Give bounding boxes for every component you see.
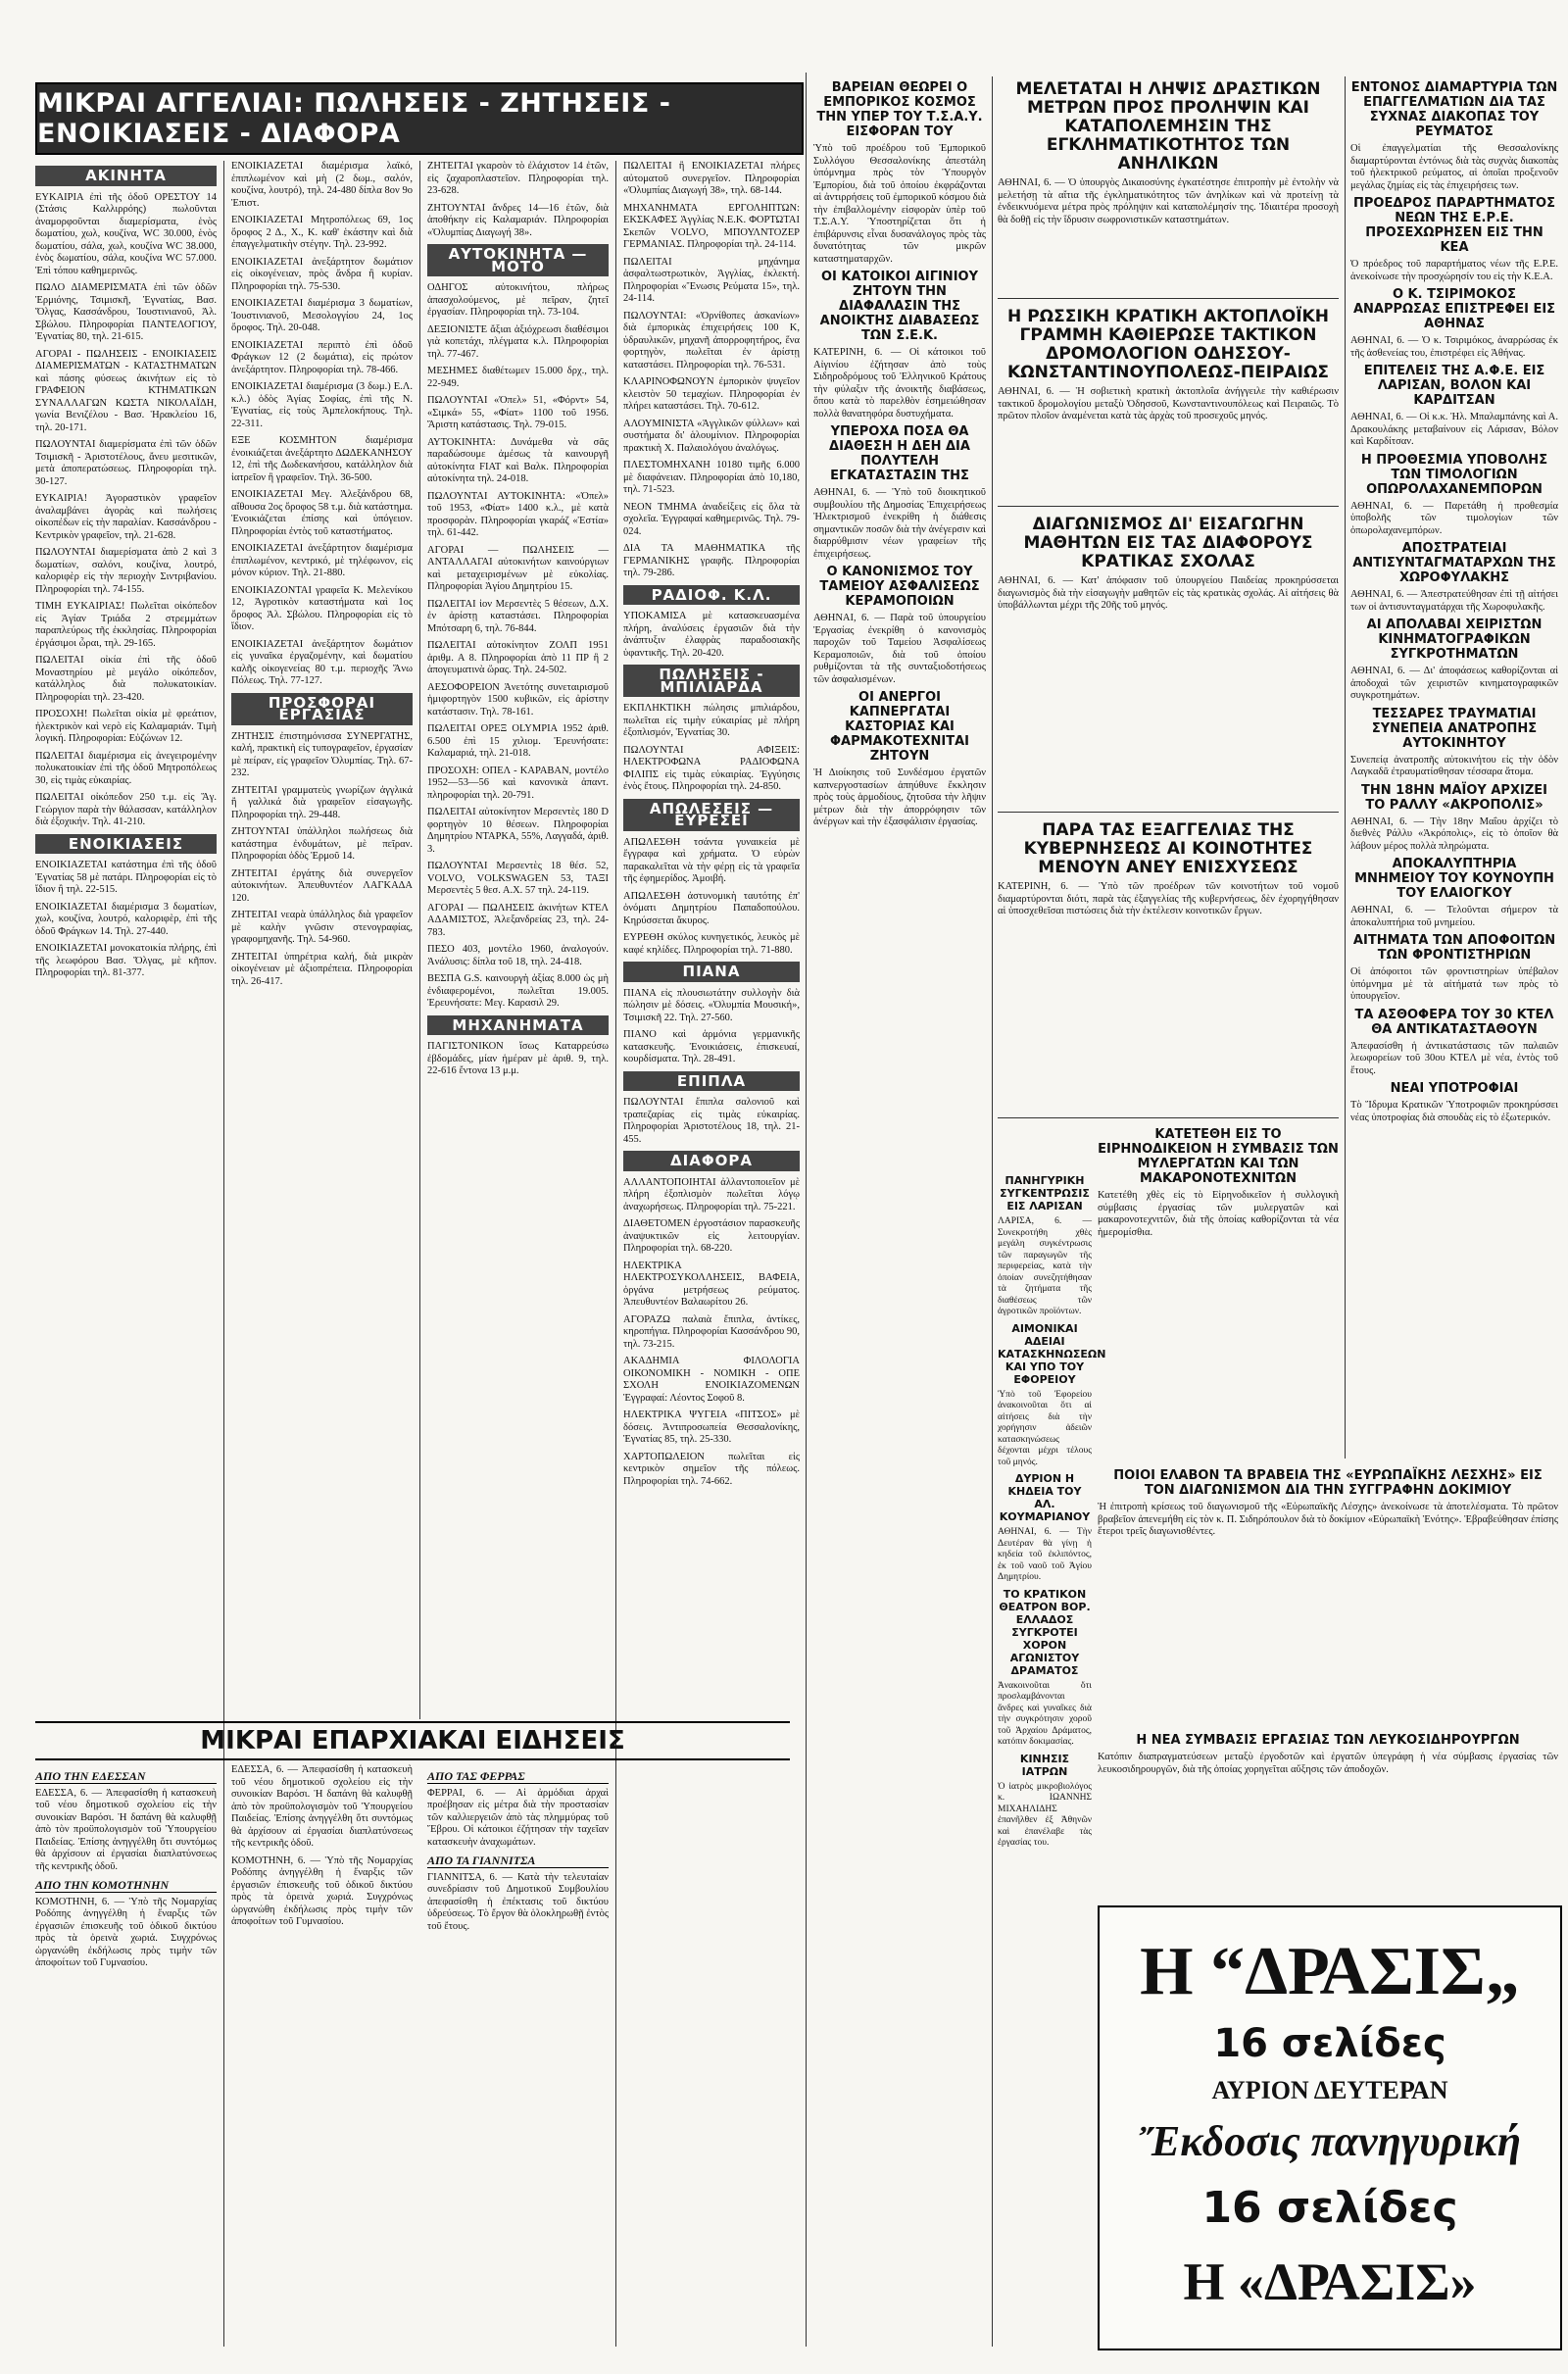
category-polhseis: ΠΩΛΗΣΕΙΣ - ΜΠΙΛΙΑΡΔΑ bbox=[623, 665, 800, 697]
article-text: ΑΘΗΝΑΙ, 6. — Τὴν Δευτέραν θὰ γίνῃ ἡ κηδεία τοῦ ἐκλιπόντος, ἐκ τοῦ ναοῦ τοῦ Ἁγίου Δημητρίου. bbox=[998, 1527, 1092, 1582]
classified-ad: ΖΗΤΕΙΤΑΙ γκαρσὸν τὸ ἐλάχιστον 14 ἐτῶν, εἰς ζαχαροπλαστεῖον. Πληροφορίαι τηλ. 23-628. bbox=[427, 161, 609, 196]
classified-ad: ΑΛΛΑΝΤΟΠΟΙΗΤΑΙ ἀλλαντοποιεῖον μὲ πλήρη ἐξοπλισμὸν πωλεῖται λόγῳ ἀναχωρήσεως. Πληροφορίαι τηλ. 75-221. bbox=[623, 1176, 800, 1212]
classified-ad: ΟΔΗΓΟΣ αὐτοκινήτου, πλήρως ἀπασχολούμενος, μὲ πεῖραν, ζητεῖ ἐργασίαν. Πληροφορίαι τηλ. 73-104. bbox=[427, 282, 609, 318]
drasis-promo-box bbox=[1098, 1905, 1562, 2350]
classified-ad: ΠΩΛΕΙΤΑΙ ἢ ΕΝΟΙΚΙΑΖΕΤΑΙ πλήρες αὐτοματοῦ συνεργεῖον. Πληροφορίαι «Ὀλυμπίας Διαγωγή 38», τηλ. 68-144. bbox=[623, 161, 800, 196]
article-rule bbox=[998, 298, 1339, 299]
classified-ad: ΑΠΩΛΕΣΘΗ τσάντα γυναικεία μὲ ἔγγραφα καὶ χρήματα. Ὁ εὑρὼν παρακαλεῖται νὰ τὴν φέρῃ εἰς τὰ γραφεῖα τῆς ἐφημερίδος. Ἀμοιβή. bbox=[623, 836, 800, 884]
classified-ad: ΠΙΑΝΟ καὶ ἁρμόνια γερμανικῆς κατασκευῆς. Ἐνοικιάσεις, ἐπισκευαί, κουρδίσματα. Τηλ. 28-491. bbox=[623, 1029, 800, 1064]
article-headline: ΑΙΜΟΝΙΚΑΙ ΑΔΕΙΑΙ ΚΑΤΑΣΚΗΝΩΣΕΩΝ ΚΑΙ ΥΠΟ ΤΟΥ ΕΦΟΡΕΙΟΥ bbox=[998, 1321, 1106, 1386]
article-text: Οἱ ἀπόφοιτοι τῶν φροντιστηρίων ὑπέβαλον ὑπόμνημα μὲ τὰ αἰτήματά των πρὸς τὸ ὑπουργεῖον. bbox=[1350, 966, 1558, 1002]
classified-ad: ΠΩΛΟΥΝΤΑΙ: «Ὀρνίθοπες ἀσκανίων» διὰ ἐμπορικὰς ἐπιχειρήσεις 100 Κ, ὑδραυλικῶν, μηχανῆ ἀπορροφητήρος, ἕνα φορτηγὸν, πωλεῖται ἐν ἀρίστῃ καταστάσει. Πληροφορίαι τηλ. 76-531. bbox=[623, 310, 800, 371]
classified-ad: ΑΓΟΡΑΖΩ παλαιὰ ἔπιπλα, ἀντίκες, κηροπήγια. Πληροφορίαι Κασσάνδρου 90, τηλ. 73-215. bbox=[623, 1313, 800, 1350]
article-headline: ΔΥΡΙΟΝ Η ΚΗΔΕΙΑ ΤΟΥ ΑΛ. ΚΟΥΜΑΡΙΑΝΟΥ bbox=[999, 1472, 1091, 1523]
classified-ad: ΔΙΑ ΤΑ ΜΑΘΗΜΑΤΙΚΑ τῆς ΓΕΡΜΑΝΙΚΗΣ γραφῆς. Πληροφορίαι τηλ. 79-286. bbox=[623, 543, 800, 578]
article-headline: Ο ΚΑΝΟΝΙΣΜΟΣ ΤΟΥ ΤΑΜΕΙΟΥ ΑΣΦΑΛΙΣΕΩΣ ΚΕΡΑΜΟΠΟΙΩΝ bbox=[819, 565, 980, 609]
classified-ad: ΑΓΟΡΑΙ — ΠΩΛΗΣΕΙΣ ἀκινήτων ΚΤΕΛ ΑΔΑΜΙΣΤΟΣ, Ἀλεξανδρείας 23, τηλ. 24-783. bbox=[427, 902, 609, 938]
classified-ad: ΠΩΛΟΥΝΤΑΙ διαμερίσματα ἐπὶ τῶν ὁδῶν Τσιμισκῆ - Ἀριστοτέλους, ἄνευ μεσιτικῶν, μετὰ ἀποπερατώσεως. Πληροφορίαι τηλ. 30-127. bbox=[35, 439, 217, 487]
article-headline: ΑΠΟΚΑΛΥΠΤΗΡΙΑ ΜΝΗΜΕΙΟΥ ΤΟΥ ΚΟΥΝΟΥΠΗ ΤΟΥ ΕΛΑΙΟΓΚΟΥ bbox=[1354, 857, 1554, 901]
article-text: Ὁ ἰατρὸς μικροβιολόγος κ. ΙΩΑΝΝΗΣ ΜΙΧΑΗΛΙΔΗΣ ἐπανῆλθεν ἐξ Ἀθηνῶν καὶ ἐπανέλαβε τὰς ἐργασίας του. bbox=[998, 1781, 1092, 1848]
classified-ad: ΕΝΟΙΚΙΑΖΕΤΑΙ ἀνεξάρτητον δωμάτιον εἰς οἰκογένειαν, πρὸς ἄνδρα ἢ κυρίαν. Πληροφορίαι τηλ. 75-530. bbox=[231, 256, 413, 292]
classified-ad: ΕΥΡΕΘΗ σκύλος κυνηγετικός, λευκὸς μὲ καφέ κηλίδες. Πληροφορίαι τηλ. 71-880. bbox=[623, 932, 800, 956]
classified-ad: ΠΩΛΟΥΝΤΑΙ ΑΥΤΟΚΙΝΗΤΑ: «Ὀπελ» τοῦ 1953, «Φίατ» 1400 κ.λ., μὲ κατὰ προσφορὰν. Πληροφορίαι γκαράζ «Ἑστία» τηλ. 61-442. bbox=[427, 490, 609, 538]
classified-ad: ΕΞΕ ΚΟΣΜΗΤΟΝ διαμέρισμα ἐνοικιάζεται ἀνεξάρτητο ΔΩΔΕΚΑΝΗΣΟΥ 12, ἐπὶ τῆς Δωδεκανήσου, κατάλληλον διὰ ἰατρεῖον ἢ γραφεῖον. Τηλ. 36-500. bbox=[231, 435, 413, 483]
article-headline: Η ΡΩΣΣΙΚΗ ΚΡΑΤΙΚΗ ΑΚΤΟΠΛΟΪΚΗ ΓΡΑΜΜΗ ΚΑΘΙΕΡΩΣΕ ΤΑΚΤΙΚΟΝ ΔΡΟΜΟΛΟΓΙΟΝ ΟΔΗΣΣΟΥ-ΚΩΝΣΤΑΝΤΙΝΟΥΠΟΛΕΩΣ-ΠΕΙΡΑΙΩΣ bbox=[1006, 307, 1330, 382]
classified-ad: ΠΕΣΟ 403, μοντέλο 1960, ἀναλογούν. Ἀνάλυσις: δίπλα τοῦ 18, τηλ. 24-418. bbox=[427, 944, 609, 967]
category-akinita: ΑΚΙΝΗΤΑ bbox=[35, 166, 217, 186]
classified-ad: ΠΩΛΟΥΝΤΑΙ ἔπιπλα σαλονιοῦ καὶ τραπεζαρίας εἰς τιμὰς εὐκαιρίας. Πληροφορίαι Ἀριστοτέλους 18, τηλ. 21-455. bbox=[623, 1097, 800, 1145]
provincial-text: ΕΔΕΣΣΑ, 6. — Ἀπεφασίσθη ἡ κατασκευὴ τοῦ νέου δημοτικοῦ σχολείου εἰς τὴν συνοικίαν Βαρόσι. Ἡ δαπάνη θὰ καλυφθῇ ἀπὸ τὸν προϋπολογισμὸν τοῦ Ὑπουργείου Παιδείας. Ἐπίσης ἀνηγγέλθη ὅτι συντόμως θὰ ἀρχίσουν αἱ ἐργασίαι διαπλατύνσεως τῆς κεντρικῆς ὁδοῦ. bbox=[231, 1764, 413, 1849]
article-text: Ἀνακοινοῦται ὅτι προσλαμβάνονται ἄνδρες καὶ γυναῖκες διὰ τὴν συγκρότησιν χοροῦ τοῦ Ἀρχαίου Δράματος, κατόπιν δοκιμασίας. bbox=[998, 1680, 1092, 1747]
article-headline: ΟΙ ΚΑΤΟΙΚΟΙ ΑΙΓΙΝΙΟΥ ΖΗΤΟΥΝ ΤΗΝ ΔΙΑΦΑΛΑΣΙΝ ΤΗΣ ΑΝΟΙΚΤΗΣ ΔΙΑΒΑΣΕΩΣ ΤΩΝ Σ.Ε.Κ. bbox=[819, 270, 980, 343]
article-text: ΑΘΗΝΑΙ, 6. — Τὴν 18ην Μαΐου ἀρχίζει τὸ διεθνὲς Ράλλυ «Ἀκρόπολις», εἰς τὸ ὁποῖον θὰ λάβουν μέρος πολλὰ πληρώματα. bbox=[1350, 816, 1558, 852]
classified-column-4 bbox=[623, 161, 800, 2347]
classified-ad: ΗΛΕΚΤΡΙΚΑ ΨΥΓΕΙΑ «ΠΙΤΣΟΣ» μὲ δόσεις. Ἀντιπροσωπεία Θεσσαλονίκης, Ἐγνατίας 85, τηλ. 25-330. bbox=[623, 1410, 800, 1445]
classified-ad: ΔΕΞΙΟΝΙΣΤΕ ἄξιαι ἀξιόχρεωσι διαθέσιμοι γιὰ κοπετάχι, πλέγματα κ.λ. Πληροφορίαι τηλ. 77-467. bbox=[427, 323, 609, 360]
column-rule bbox=[223, 161, 224, 2347]
article-text: ΑΘΗΝΑΙ, 6. — Ὁ κ. Τσιριμόκος, ἀναρρώσας ἐκ τῆς ἀσθενείας του, ἐπιστρέφει εἰς Ἀθήνας. bbox=[1350, 335, 1558, 359]
classified-ad: ΗΛΕΚΤΡΙΚΑ ΗΛΕΚΤΡΟΣΥΚΟΛΛΗΣΕΙΣ, ΒΑΦΕΙΑ, ὀργάνα μετρήσεως ρεύματος. Ἀπευθυντέον Βαλαωρίτου 26. bbox=[623, 1260, 800, 1308]
article-text: Ὑπὸ τοῦ προέδρου τοῦ Ἐμπορικοῦ Συλλόγου Θεσσαλονίκης ἀπεστάλη ὑπόμνημα πρὸς τὸν Ὑπουργὸν Ἐμπορίου, διὰ τοῦ ὁποίου ἐκφράζονται αἱ ἀντιρρήσεις τοῦ ἐμπορικοῦ κόσμου διὰ τὴν ἐπιβαλλομένην εἰσφορὰν ὑπὲρ τοῦ Τ.Σ.Α.Υ. Ὑποστηρίζεται ὅτι ἡ ἐπιβάρυνσις εἶναι δυσανάλογος πρὸς τὰς δυνατότητας τῶν μικρῶν καταστηματαρχῶν. bbox=[813, 143, 986, 265]
article-headline: ΥΠΕΡΟΧΑ ΠΟΣΑ ΘΑ ΔΙΑΘΕΣΗ Η ΔΕΗ ΔΙΑ ΠΟΛΥΤΕΛΗ ΕΓΚΑΤΑΣΤΑΣΙΝ ΤΗΣ bbox=[829, 424, 970, 483]
category-enoikiaseis: ΕΝΟΙΚΙΑΣΕΙΣ bbox=[35, 834, 217, 855]
classified-ad: ΠΩΛΕΙΤΑΙ διαμέρισμα εἰς ἀνεγειρομένην πολυκατοικίαν ἐπὶ τῆς ὁδοῦ Μητροπόλεως 30, εἰς τιμὰς εὐκαιρίας. bbox=[35, 750, 217, 786]
article-rule bbox=[998, 506, 1339, 507]
provincial-text: ΚΟΜΟΤΗΝΗ, 6. — Ὑπὸ τῆς Νομαρχίας Ροδόπης ἀνηγγέλθη ἡ ἔναρξις τῶν ἐργασιῶν ἐπισκευῆς τοῦ ὁδικοῦ δικτύου πρὸς τὰ ὀρεινὰ χωριά. Συγχρόνως ὠργανώθη ἐκδήλωσις πρὸς τιμὴν τῶν ἀποφοίτων τοῦ Γυμνασίου. bbox=[35, 1896, 217, 1968]
provincial-text: ΕΔΕΣΣΑ, 6. — Ἀπεφασίσθη ἡ κατασκευὴ τοῦ νέου δημοτικοῦ σχολείου εἰς τὴν συνοικίαν Βαρόσι. Ἡ δαπάνη θὰ καλυφθῇ ἀπὸ τὸν προϋπολογισμὸν τοῦ Ὑπουργείου Παιδείας. Ἐπίσης ἀνηγγέλθη ὅτι συντόμως θὰ ἀρχίσουν αἱ ἐργασίαι διαπλατύνσεως τῆς κεντρικῆς ὁδοῦ. bbox=[35, 1787, 217, 1872]
column-rule bbox=[992, 76, 993, 2347]
news-column-a bbox=[813, 76, 986, 2347]
classified-ad: ΕΝΟΙΚΙΑΖΕΤΑΙ ἀνεξάρτητον διαμέρισμα ἐπιπλωμένον, κεντρικό, μὲ τηλέφωνον, εἰς μόνον κύριον. Τηλ. 21-880. bbox=[231, 543, 413, 578]
article-text: Ἡ ἐπιτροπὴ κρίσεως τοῦ διαγωνισμοῦ τῆς «Εὐρωπαϊκῆς Λέσχης» ἀνεκοίνωσε τὰ ἀποτελέσματα. Τὸ πρῶτον βραβεῖον ἀπενεμήθη εἰς τὸν κ. Π. Σιδηρόπουλον διὰ τὸ δοκίμιον «Εὐρωπαϊκὴ Ἑνότης». Ἐβραβεύθησαν ἐπίσης ἕτεροι τρεῖς διαγωνισθέντες. bbox=[1098, 1502, 1558, 1537]
classified-ad: ΠΩΛΟΥΝΤΑΙ Μερσεντὲς 18 θέσ. 52, VOLVO, VOLKSWAGEN 53, ΤΑΞΙ Μερσεντὲς 5 θεσ. Α.Χ. 57 τηλ. 24-119. bbox=[427, 861, 609, 896]
article-rule bbox=[998, 812, 1339, 813]
article-text: Οἱ ἐπαγγελματίαι τῆς Θεσσαλονίκης διαμαρτύρονται ἐντόνως διὰ τὰς συχνὰς διακοπὰς τοῦ ἠλεκτρικοῦ ρεύματος, αἱ ὁποῖαι προξενοῦν μεγάλας ζημίας εἰς τὰς ἐπιχειρήσεις των. bbox=[1350, 143, 1558, 191]
promo-date: ΑΥΡΙΟΝ ΔΕΥΤΕΡΑΝ bbox=[1211, 2076, 1448, 2104]
classified-ad: ΠΩΛΕΙΤΑΙ ἰον Μερσεντὲς 5 θέσεων, Δ.Χ. ἐν ἀρίστῃ καταστάσει. Πληροφορίαι Μπότσαρη 6, τηλ. 76-844. bbox=[427, 598, 609, 634]
column-rule bbox=[419, 161, 420, 1719]
newspaper-page bbox=[10, 14, 1558, 2364]
article-text: Συνεπείᾳ ἀνατροπῆς αὐτοκινήτου εἰς τὴν ὁδὸν Λαγκαδᾶ ἐτραυματίσθησαν τέσσαρα ἄτομα. bbox=[1350, 754, 1558, 777]
category-apoleseis: ΑΠΩΛΕΣΕΙΣ — ΕΥΡΕΣΕΙ bbox=[623, 799, 800, 831]
article-text: Κατόπιν διαπραγματεύσεων μεταξὺ ἐργοδοτῶν καὶ ἐργατῶν ὑπεγράφη ἡ νέα σύμβασις ἐργασίας τῶν λευκοσιδηρουργῶν, διὰ τῆς ὁποίας χορηγεῖται αὔξησις τῶν ἀποδοχῶν. bbox=[1098, 1752, 1558, 1775]
classified-ad: ΠΩΛΟΥΝΤΑΙ ΑΦΙΞΕΙΣ: ΗΛΕΚΤΡΟΦΩΝΑ ΡΑΔΙΟΦΩΝΑ ΦΙΛΙΠΣ εἰς τιμὰς εὐκαιρίας. Ἐγγύησις ἐνὸς ἔτους. Πληροφορίαι τηλ. 24-850. bbox=[623, 744, 800, 792]
article-text: Ὑπὸ τοῦ Ἐφορείου ἀνακοινοῦται ὅτι αἱ αἰτήσεις διὰ τὴν χορήγησιν ἀδειῶν κατασκηνώσεως δέχονται μέχρι τέλους τοῦ μηνός. bbox=[998, 1389, 1092, 1467]
classified-ad: ΠΩΛΟΥΝΤΑΙ διαμερίσματα ἀπὸ 2 καὶ 3 δωματίων, σαλόνι, κουζίνα, λουτρό, καλοριφὲρ εἰς τὴν περιοχὴν Σιντριβανίου. Πληροφορίαι τηλ. 74-155. bbox=[35, 547, 217, 595]
article-headline: ΚΙΝΗΣΙΣ ΙΑΤΡΩΝ bbox=[1019, 1752, 1070, 1778]
article-text: ΑΘΗΝΑΙ, 6. — Παρὰ τοῦ ὑπουργείου Ἐργασίας ἐνεκρίθη ὁ κανονισμὸς παροχῶν τοῦ Ταμείου Ἀσφαλίσεως Κεραμοποιῶν, διὰ τοῦ ὁποίου ρυθμίζονται τὰ τῆς συνταξιοδοτήσεως τῶν ἀσφαλισμένων. bbox=[813, 613, 986, 685]
promo-name: Η «ΔΡΑΣΙΣ» bbox=[1183, 2252, 1477, 2311]
classified-ad: ΠΑΓΙΣΤΟΝΙΚΟΝ ἴσως Καταρρεύσω ἐβδομάδες, μίαν ἡμέραν μὲ ἀριθ. 9, τηλ. 22-616 ἔντονα 13 μ.μ. bbox=[427, 1041, 609, 1076]
classified-ad: ΜΕΣΗΜΕΣ διαθέτωμεν 15.000 δρχ., τηλ. 22-949. bbox=[427, 366, 609, 389]
article-headline: ΠΟΙΟΙ ΕΛΑΒΟΝ ΤΑ ΒΡΑΒΕΙΑ ΤΗΣ «ΕΥΡΩΠΑΪΚΗΣ ΛΕΣΧΗΣ» ΕΙΣ ΤΟΝ ΔΙΑΓΩΝΙΣΜΟΝ ΔΙΑ ΤΗΝ ΣΥΓΓΡΑΦΗΝ ΔΟΚΙΜΙΟΥ bbox=[1113, 1468, 1543, 1498]
article-text: ΑΘΗΝΑΙ, 6. — Τελοῦνται σήμερον τὰ ἀποκαλυπτήρια τοῦ μνημείου. bbox=[1350, 905, 1558, 928]
article-headline: ΟΙ ΑΝΕΡΓΟΙ ΚΑΠΝΕΡΓΑΤΑΙ ΚΑΣΤΟΡΙΑΣ ΚΑΙ ΦΑΡΜΑΚΟΤΕΧΝΙΤΑΙ ΖΗΤΟΥΝ bbox=[829, 690, 970, 764]
article-text: ΚΑΤΕΡΙΝΗ, 6. — Οἱ κάτοικοι τοῦ Αἰγινίου ἐζήτησαν ἀπὸ τοὺς Σιδηροδρόμους τοῦ Ἑλληνικοῦ Κράτους τὴν φύλαξιν τῆς ἀνοικτῆς διαβάσεως, ὅπου κατὰ τὸ παρελθὸν ἐσημειώθησαν πολλὰ θανατηφόρα δυστυχήματα. bbox=[813, 347, 986, 420]
classified-ad: ΕΝΟΙΚΙΑΖΕΤΑΙ διαμέρισμα 3 δωματίων, Ἰουστινιανοῦ, Μεσολογγίου 24, 1ος ὄροφος. Τηλ. 20-048. bbox=[231, 298, 413, 333]
provincial-subhead: ΑΠΟ ΤΗΝ ΚΟΜΟΤΗΝΗΝ bbox=[35, 1879, 217, 1893]
provincial-subhead: ΑΠΟ ΤΗΝ ΕΔΕΣΣΑΝ bbox=[35, 1770, 217, 1784]
category-piana: ΠΙΑΝΑ bbox=[623, 962, 800, 982]
classified-ad: ΕΝΟΙΚΙΑΖΕΤΑΙ ἀνεξάρτητον δωμάτιον εἰς γυναῖκα ἐργαζομένην, καὶ δωματίου καλῆς οἰκογενείας 80 τ.μ. περιοχῆς Ἄνω Πόλεως. Τηλ. 77-127. bbox=[231, 638, 413, 686]
classified-ad: ΠΩΛΟΥΝΤΑΙ «Ὀπελ» 51, «Φόρντ» 54, «Σιμκά» 55, «Φίατ» 1100 τοῦ 1956. Ἄριστη κατάστασις. Τηλ. 79-015. bbox=[427, 395, 609, 430]
classified-ad: ΠΩΛΕΙΤΑΙ αὐτοκίνητον Μερσεντὲς 180 D φορτηγὸν 10 θέσεων. Πληροφορίαι Δημητρίου ΝΤΑΡΚΑ, 55%, Λαγγαδά, ἀριθ. 3. bbox=[427, 807, 609, 855]
provincial-text: ΓΙΑΝΝΙΤΣΑ, 6. — Κατὰ τὴν τελευταίαν συνεδρίασιν τοῦ Δημοτικοῦ Συμβουλίου ἀπεφασίσθη ἡ ἐπέκτασις τοῦ δικτύου ὑδρεύσεως. Τὸ ἔργον θὰ ὁλοκληρωθῇ ἐντὸς τοῦ ἔτους. bbox=[427, 1871, 610, 1932]
article-mill-workers bbox=[1098, 1123, 1339, 1457]
provincial-subhead: ΑΠΟ ΤΑΣ ΦΕΡΡΑΣ bbox=[427, 1770, 609, 1784]
classified-ad: ΔΙΑΘΕΤΟΜΕΝ ἐργοστάσιον παρασκευῆς ἀναψυκτικῶν εἰς λειτουργίαν. Πληροφορίαι τηλ. 68-220. bbox=[623, 1218, 800, 1254]
classified-ad: ΠΩΛΕΙΤΑΙ αὐτοκίνητον ΖΟΛΠ 1951 ἀριθμ. Α 8. Πληροφορίαι ἀπὸ 11 ΠΡ ἢ 2 ἀπογευματινὰ ὥρας. Τηλ. 24-502. bbox=[427, 640, 609, 675]
classified-ad: ΒΕΣΠΑ G.S. καινουργὴ ἀξίας 8.000 ὡς μὴ ἐνδιαφερομένοι, πωλεῖται 19.005. Ἐρευνήσατε: Μεγ. Καρασιλ 29. bbox=[427, 973, 609, 1009]
category-epipla: ΕΠΙΠΛΑ bbox=[623, 1071, 800, 1092]
provincial-news-column-1 bbox=[35, 1764, 217, 2343]
article-text: ΑΘΗΝΑΙ, 6. — Παρετάθη ἡ προθεσμία ὑποβολῆς τῶν τιμολογίων τῶν ὀπωρολαχανεμπόρων. bbox=[1350, 500, 1558, 536]
classified-ad: ΑΛΟΥΜΙΝΙΣΤΑ «Ἀγγλικῶν φύλλων» καὶ συστήματα δι' ἁλουμίνιον. Πληροφορίαι πρακτικὴ Χ. Παλαιολόγου ἀναλόγως. bbox=[623, 418, 800, 454]
classified-ad: ΕΝΟΙΚΙΑΖΕΤΑΙ κατάστημα ἐπὶ τῆς ὁδοῦ Ἐγνατίας 58 μὲ πατάρι. Πληροφορίαι εἰς τὸ ἴδιον ἢ τηλ. 22-515. bbox=[35, 860, 217, 895]
article-tinsmiths bbox=[1098, 1729, 1558, 1896]
article-school-exams bbox=[998, 512, 1339, 806]
provincial-news-heading: ΜΙΚΡΑΙ ΕΠΑΡΧΙΑΚΑΙ ΕΙΔΗΣΕΙΣ bbox=[35, 1721, 790, 1760]
classified-ad: ΕΝΟΙΚΙΑΖΕΤΑΙ Μητροπόλεως 69, 1ος ὄροφος 2 Δ., Χ., Κ. καθ' ἑκάστην καὶ διὰ ἐπαγγελματικὴν στέγην. Τηλ. 23-992. bbox=[231, 215, 413, 250]
article-headline: ΚΑΤΕΤΕΘΗ ΕΙΣ ΤΟ ΕΙΡΗΝΟΔΙΚΕΙΟΝ Η ΣΥΜΒΑΣΙΣ ΤΩΝ ΜΥΛΕΡΓΑΤΩΝ ΚΑΙ ΤΩΝ ΜΑΚΑΡΟΝΟΤΕΧΝΙΤΩΝ bbox=[1098, 1127, 1339, 1186]
article-headline: ΒΑΡΕΙΑΝ ΘΕΩΡΕΙ Ο ΕΜΠΟΡΙΚΟΣ ΚΟΣΜΟΣ ΤΗΝ ΥΠΕΡ ΤΟΥ Τ.Σ.Α.Υ. ΕΙΣΦΟΡΑΝ ΤΟΥ bbox=[816, 80, 983, 139]
article-communities bbox=[998, 817, 1339, 1112]
article-headline: ΤΑ ΑΣΘΟΦΕΡΑ ΤΟΥ 30 ΚΤΕΛ ΘΑ ΑΝΤΙΚΑΤΑΣΤΑΘΟΥΝ bbox=[1354, 1007, 1554, 1037]
article-headline: Ο Κ. ΤΣΙΡΙΜΟΚΟΣ ΑΝΑΡΡΩΣΑΣ ΕΠΙΣΤΡΕΦΕΙ ΕΙΣ ΑΘΗΝΑΣ bbox=[1352, 287, 1556, 331]
classified-ad: ΥΠΟΚΑΜΙΣΑ μὲ κατασκευασμένα πλήρη, ἀναλύσεις ἐργασιῶν διὰ τὴν ἀνάπτυξιν ἐλαφρὰς παραδοσιακῆς ὑφαντικῆς. Τηλ. 20-420. bbox=[623, 611, 800, 659]
classified-ad: ΑΓΟΡΑΙ — ΠΩΛΗΣΕΙΣ — ΑΝΤΑΛΛΑΓΑΙ αὐτοκινήτων καινούργιων καὶ μεταχειρισμένων μὲ εὐκολίας. Πληροφορίαι Ἁγίου Δημητρίου 15. bbox=[427, 544, 609, 592]
article-headline: ΑΙ ΑΠΟΛΑΒΑΙ ΧΕΙΡΙΣΤΩΝ ΚΙΝΗΜΑΤΟΓΡΑΦΙΚΩΝ ΣΥΓΚΡΟΤΗΜΑΤΩΝ bbox=[1366, 618, 1543, 662]
classified-ad: ΕΝΟΙΚΙΑΖΕΤΑΙ Μεγ. Ἀλεξάνδρου 68, αἴθουσα 2ος ὄροφος 58 τ.μ. διὰ κατάστημα. Ἐνοικιάζεται ἐπίσης καὶ ὑπόγειον. Πληροφορίαι ἐντὸς τοῦ καταστήματος. bbox=[231, 489, 414, 537]
classified-ad: ΜΗΧΑΝΗΜΑΤΑ ΕΡΓΟΛΗΠΤΩΝ: ΕΚΣΚΑΦΕΣ Ἀγγλίας Ν.Ε.Κ. ΦΟΡΤΩΤΑΙ Σκεπῶν VOLVO, ΜΠΟΥΛΝΤΟΖΕΡ ΓΕΡΜΑΝΙΑΣ. Πληροφορίαι τηλ. 24-114. bbox=[623, 202, 800, 250]
article-juvenile-crime bbox=[998, 76, 1339, 292]
classified-ad: ΖΗΤΟΥΝΤΑΙ ὑπάλληλοι πωλήσεως διὰ κατάστημα ἐνδυμάτων, μὲ πεῖραν. Πληροφορίαι ὁδὸς Ἑρμοῦ 14. bbox=[231, 826, 413, 862]
classified-ad: ΕΝΟΙΚΙΑΖΕΤΑΙ διαμέρισμα 3 δωματίων, χωλ, κουζίνα, λουτρό, καλοριφὲρ, ἐπὶ τῆς ὁδοῦ Φράγκων 14. Τηλ. 27-440. bbox=[35, 901, 217, 937]
classified-ad: ΠΡΟΣΟΧΗ! Πωλεῖται οἰκία μὲ φρεάτιον, ἠλεκτρικὸν καὶ νερὸ εἰς Καλαμαριάν. Τιμὴ λογική. Πληροφορίαι: Εὐζώνων 12. bbox=[35, 709, 217, 744]
provincial-news-column-2 bbox=[231, 1764, 413, 2343]
classifieds-banner: ΜΙΚΡΑΙ ΑΓΓΕΛΙΑΙ: ΠΩΛΗΣΕΙΣ - ΖΗΤΗΣΕΙΣ - ΕΝΟΙΚΙΑΣΕΙΣ - ΔΙΑΦΟΡΑ bbox=[35, 82, 804, 155]
classified-ad: ΤΙΜΗ ΕΥΚΑΙΡΙΑΣ! Πωλεῖται οἰκόπεδον εἰς Ἀγίαν Τριάδα 2 στρεμμάτων παραπλεύρως τῆς ἐκκλησίας. Πληροφορίαι ἐργάσιμοι ὧραι, τηλ. 29-165. bbox=[35, 601, 217, 649]
article-headline: Η ΠΡΟΘΕΣΜΙΑ ΥΠΟΒΟΛΗΣ ΤΩΝ ΤΙΜΟΛΟΓΙΩΝ ΟΠΩΡΟΛΑΧΑΝΕΜΠΟΡΩΝ bbox=[1360, 452, 1548, 497]
classified-column-1 bbox=[35, 161, 217, 1719]
article-european-club bbox=[1098, 1464, 1558, 1719]
category-mixanimata: ΜΗΧΑΝΗΜΑΤΑ bbox=[427, 1015, 609, 1036]
classified-ad: ΖΗΤΕΙΤΑΙ γραμματεὺς γνωρίζων ἀγγλικά ἢ γαλλικά διὰ γραφεῖον εἰσαγωγῆς. Πληροφορίαι τηλ. 29-448. bbox=[231, 784, 413, 820]
article-text: ΑΘΗΝΑΙ, 6. — Κατ' ἀπόφασιν τοῦ ὑπουργείου Παιδείας προκηρύσσεται διαγωνισμὸς διὰ τὴν εἰσαγωγὴν μαθητῶν εἰς τὰς κρατικὰς σχολάς. Αἱ αἰτήσεις θὰ ὑποβάλλωνται μέχρι τῆς 20ῆς τοῦ μηνός. bbox=[998, 575, 1339, 611]
provincial-text: ΦΕΡΡΑΙ, 6. — Αἱ ἀρμόδιαι ἀρχαὶ προέβησαν εἰς μέτρα διὰ τὴν προστασίαν τῶν καλλιεργειῶν ἀπὸ τὰς πλημμύρας τοῦ Ἕβρου. Οἱ κάτοικοι ἐζήτησαν τὴν ταχεῖαν κατασκευὴν ἀναχωμάτων. bbox=[427, 1787, 609, 1848]
article-text: Ἀπεφασίσθη ἡ ἀντικατάστασις τῶν παλαιῶν λεωφορείων τοῦ 30ου ΚΤΕΛ μὲ νέα, ἐντὸς τοῦ ἔτους. bbox=[1350, 1040, 1558, 1076]
provincial-text: ΚΟΜΟΤΗΝΗ, 6. — Ὑπὸ τῆς Νομαρχίας Ροδόπης ἀνηγγέλθη ἡ ἔναρξις τῶν ἐργασιῶν ἐπισκευῆς τοῦ ὁδικοῦ δικτύου πρὸς τὰ ὀρεινὰ χωριά. Συγχρόνως ὠργανώθη ἐκδήλωσις πρὸς τιμὴν τῶν ἀποφοίτων τοῦ Γυμνασίου. bbox=[231, 1855, 413, 1927]
classified-ad: ΕΝΟΙΚΙΑΖΕΤΑΙ μονοκατοικία πλήρης, ἐπὶ τῆς λεωφόρου Βασ. Ὄλγας, μὲ κῆπον. Πληροφορίαι τηλ. 81-377. bbox=[35, 943, 217, 978]
article-text: Κατετέθη χθὲς εἰς τὸ Εἰρηνοδικεῖον ἡ συλλογικὴ σύμβασις ἐργασίας τῶν μυλεργατῶν καὶ μακαρονοτεχνιτῶν, διὰ τῆς ὁποίας καθορίζονται τὰ νέα ἡμερομίσθια. bbox=[1098, 1190, 1339, 1238]
classified-ad: ΚΛΑΡΙΝΟΦΩΝΟΥΝ ἐμπορικὸν ψυγεῖον κλειστὸν 50 τεμαχίων. Πληροφορίαι ἐν πλήρει καταστάσει. Τηλ. 70-612. bbox=[623, 376, 800, 412]
classified-ad: ΕΝΟΙΚΙΑΖΕΤΑΙ διαμέρισμα (3 δωμ.) Ε.Λ. κ.λ.) ὁδὸς Ἀγίας Σοφίας, ἐπὶ τῆς Ν. Ἐγνατίας, εἰς τοὺς Ἀμπελοκήπους. Τηλ. 22-311. bbox=[231, 381, 413, 429]
classified-ad: ΖΗΤΕΙΤΑΙ νεαρὰ ὑπάλληλος διὰ γραφεῖον μὲ καλὴν γνῶσιν στενογραφίας, γραφομηχανῆς. Τηλ. 54-960. bbox=[231, 910, 413, 945]
article-russian-shipping bbox=[998, 304, 1339, 500]
classified-column-3 bbox=[427, 161, 609, 1719]
classified-ad: ΧΑΡΤΟΠΩΛΕΙΟΝ πωλεῖται εἰς κεντρικὸν σημεῖον τῆς πόλεως. Πληροφορίαι τηλ. 74-662. bbox=[623, 1451, 800, 1487]
article-text: ΑΘΗΝΑΙ, 6. — Ὑπὸ τοῦ διοικητικοῦ συμβουλίου τῆς Δημοσίας Ἐπιχειρήσεως Ἠλεκτρισμοῦ ἐνεκρίθη ἡ διάθεσις σημαντικῶν ποσῶν διὰ τὴν ἀνέγερσιν καὶ διαρρύθμισιν νέων γραφείων τῆς ἐπιχειρήσεως. bbox=[813, 487, 986, 560]
article-headline: ΠΑΝΗΓΥΡΙΚΗ ΣΥΓΚΕΝΤΡΩΣΙΣ ΕΙΣ ΛΑΡΙΣΑΝ bbox=[1000, 1174, 1090, 1212]
article-headline: ΤΟ ΚΡΑΤΙΚΟΝ ΘΕΑΤΡΟΝ ΒΟΡ. ΕΛΛΑΔΟΣ ΣΥΓΚΡΟΤΕΙ ΧΟΡΟΝ ΑΓΩΝΙΣΤΟΥ ΔΡΑΜΑΤΟΣ bbox=[999, 1587, 1091, 1677]
classified-ad: ΠΩΛΕΙΤΑΙ οἰκόπεδον 250 τ.μ. εἰς Ἅγ. Γεώργιον παρὰ τὴν θάλασσαν, κατάλληλον διὰ ἐξοχικήν. Τηλ. 41-210. bbox=[35, 792, 217, 827]
article-headline: ΜΕΛΕΤΑΤΑΙ Η ΛΗΨΙΣ ΔΡΑΣΤΙΚΩΝ ΜΕΤΡΩΝ ΠΡΟΣ ΠΡΟΛΗΨΙΝ ΚΑΙ ΚΑΤΑΠΟΛΕΜΗΣΙΝ ΤΗΣ ΕΓΚΛΗΜΑΤΙΚΟΤΗΤΟΣ ΤΩΝ ΑΝΗΛΙΚΩΝ bbox=[1015, 79, 1321, 173]
promo-edition: Ἔκδοσις πανηγυρική bbox=[1138, 2117, 1522, 2165]
category-radio: ΡΑΔΙΟΦ. Κ.Λ. bbox=[623, 585, 800, 606]
classified-ad: ΕΝΟΙΚΙΑΖΕΤΑΙ περιπτὸ ἐπὶ ὁδοῦ Φράγκων 12 (2 δωμάτια), εἰς πρώτον ἀνεξάρτητον. Πληροφορίαι τηλ. 78-466. bbox=[231, 339, 413, 375]
news-column-right bbox=[1350, 76, 1558, 1459]
category-automobile: ΑΥΤΟΚΙΝΗΤΑ — ΜΟΤΟ bbox=[427, 244, 609, 276]
classified-ad: ΑΚΑΔΗΜΙΑ ΦΙΛΟΛΟΓΙΑ ΟΙΚΟΝΟΜΙΚΗ - ΝΟΜΙΚΗ - ΟΠΕ ΣΧΟΛΗ ΕΝΟΙΚΙΑΖΟΜΕΝΩΝ Ἐγγραφαί: Λέοντος Σοφοῦ 8. bbox=[623, 1356, 800, 1404]
classified-ad: ΕΚΠΛΗΚΤΙΚΗ πώλησις μπιλιάρδου, πωλεῖται εἰς τιμὴν εὐκαιρίας μὲ πλήρη ἐξοπλισμόν, Ἐγνατίας 30. bbox=[623, 703, 800, 738]
classified-ad: ΠΩΛΕΙΤΑΙ μηχάνημα ἀσφαλτωστρωτικὸν, Ἀγγλίας, ἐκλεκτή. Πληροφορίαι «Ἔνωσις Ρεύματα 15», τηλ. 24-114. bbox=[623, 256, 800, 304]
category-prosfores: ΠΡΟΣΦΟΡΑΙ ΕΡΓΑΣΙΑΣ bbox=[231, 693, 413, 725]
promo-pages: 16 σελίδες bbox=[1213, 2021, 1446, 2066]
column-rule bbox=[1345, 76, 1346, 1459]
classified-ad: ΠΛΕΣΤΟΜΗΧΑΝΗ 10180 τιμῆς 6.000 μὲ διαφάνειαν. Πληροφορίαι ἀπὸ 10,180, τηλ. 71-523. bbox=[623, 460, 800, 495]
article-text: Ὁ πρόεδρος τοῦ παραρτήματος νέων τῆς Ε.Ρ.Ε. ἀνεκοίνωσε τὴν προσχώρησίν του εἰς τὴν Κ.Ε.Α. bbox=[1350, 259, 1558, 282]
classified-ad: ΖΗΤΗΣΙΣ ἐπιστημόνισσα ΣΥΝΕΡΓΑΤΗΣ, καλή, πρακτικὴ εἰς τυπογραφεῖον, ἐργασίαν μὲ πείραν, εἰς γραφεῖον Ὀλυμπίας. Τηλ. 67-232. bbox=[231, 730, 413, 778]
classified-ad: ΠΩΛΕΙΤΑΙ οἰκία ἐπὶ τῆς ὁδοῦ Μοναστηρίου μὲ μεγάλο οἰκόπεδον, κατάλληλος διὰ πολυκατοικίαν. Πληροφορίαι τηλ. 23-420. bbox=[35, 655, 217, 703]
classified-ad: ΖΗΤΕΙΤΑΙ ὑπηρέτρια καλή, διὰ μικρὰν οἰκογένειαν μὲ ἀξιοπρέπεια. Πληροφορίαι τηλ. 26-417. bbox=[231, 951, 413, 987]
article-text: Ἡ Διοίκησις τοῦ Συνδέσμου ἐργατῶν καπνεργοστασίων ἀπηύθυνε ἔκκλησιν πρὸς τοὺς ἁρμοδίους, ζητοῦσα τὴν λῆψιν μέτρων διὰ τὴν ἀπορρόφησιν τῶν ἀνέργων καὶ τὴν ἐξασφάλισιν ἐργασίας. bbox=[813, 767, 986, 827]
classified-ad: ΑΓΟΡΑΙ - ΠΩΛΗΣΕΙΣ - ΕΝΟΙΚΙΑΣΕΙΣ ΔΙΑΜΕΡΙΣΜΑΤΩΝ - ΚΑΤΑΣΤΗΜΑΤΩΝ καὶ πάσης φύσεως ἀκινήτων εἰς τὸ ΓΡΑΦΕΙΟΝ ΚΤΗΜΑΤΙΚΩΝ ΣΥΝΑΛΛΑΓΩΝ ΚΩΣΤΑ ΝΙΚΟΛΑΪΔΗ, γωνία Βενιζέλου - Βασ. Ἡρακλείου 16, τηλ. 20-171. bbox=[35, 348, 217, 433]
article-headline: ΕΝΤΟΝΟΣ ΔΙΑΜΑΡΤΥΡΙΑ ΤΩΝ ΕΠΑΓΓΕΛΜΑΤΙΩΝ ΔΙΑ ΤΑΣ ΣΥΧΝΑΣ ΔΙΑΚΟΠΑΣ ΤΟΥ ΡΕΥΜΑΤΟΣ bbox=[1350, 80, 1558, 139]
classified-ad: ΕΥΚΑΙΡΙΑ ἐπὶ τῆς ὁδοῦ ΟΡΕΣΤΟΥ 14 (Στάσις Καλλιρρόης) πωλοῦνται ἀναμορφοῦνται διαμερίσματα, ἑνὸς δωματίου, χωλ, κουζίνα, WC 30.000, ἑνὸς δωματίου, σάλα, χωλ, κουζίνα WC 38.000, ἑνὸς δωματίου, σάλα, κουζίνα WC 57.000. Ἐπὶ τόπου καθημερινῶς. bbox=[35, 191, 217, 276]
article-text: ΑΘΗΝΑΙ, 6. — Ὁ ὑπουργὸς Δικαιοσύνης ἐγκατέστησε ἐπιτροπὴν μὲ ἐντολὴν νὰ μελετήσῃ τὰ αἴτια τῆς ἐγκληματικότητος τῶν ἀνηλίκων καὶ νὰ προτείνῃ τὰ ἐνδεικνυόμενα μέτρα πρὸς πρόληψιν καὶ καταπολέμησίν της. Ἰδιαιτέρα προσοχὴ θὰ δοθῇ εἰς τὴν ἵδρυσιν σωφρονιστικῶν καταστημάτων. bbox=[998, 177, 1339, 225]
classified-ad: ΠΙΑΝΑ εἰς πλουσιωτάτην συλλογὴν διὰ πώλησιν μὲ δόσεις. «Ὀλυμπία Μουσική», Τσιμισκῆ 22. Τηλ. 27-560. bbox=[623, 987, 800, 1023]
article-text: ΑΘΗΝΑΙ, 6. — Ἀπεστρατεύθησαν ἐπὶ τῇ αἰτήσει των οἱ ἀντισυνταγματάρχαι τῆς Χωροφυλακῆς. bbox=[1350, 589, 1558, 613]
article-rule bbox=[998, 1117, 1339, 1118]
classified-ad: ΕΥΚΑΙΡΙΑ! Ἀγοραστικὸν γραφεῖον ἀναλαμβάνει ἀγορὰς καὶ πωλήσεις οἰκοπέδων εἰς τὴν παραλίαν. Κασσάνδρου - Κεντρικὸν γραφεῖον, τηλ. 21-628. bbox=[35, 493, 217, 541]
article-headline: ΠΑΡΑ ΤΑΣ ΕΞΑΓΓΕΛΙΑΣ ΤΗΣ ΚΥΒΕΡΝΗΣΕΩΣ ΑΙ ΚΟΙΝΟΤΗΤΕΣ ΜΕΝΟΥΝ ΑΝΕΥ ΕΝΙΣΧΥΣΕΩΣ bbox=[1023, 820, 1313, 877]
category-diafora: ΔΙΑΦΟΡΑ bbox=[623, 1151, 800, 1171]
article-headline: ΝΕΑΙ ΥΠΟΤΡΟΦΙΑΙ bbox=[1390, 1081, 1519, 1096]
article-text: ΑΘΗΝΑΙ, 6. — Δι' ἀποφάσεως καθορίζονται αἱ ἀποδοχαὶ τῶν χειριστῶν κινηματογραφικῶν συγκροτημάτων. bbox=[1350, 666, 1558, 701]
article-headline: ΑΙΤΗΜΑΤΑ ΤΩΝ ΑΠΟΦΟΙΤΩΝ ΤΩΝ ΦΡΟΝΤΙΣΤΗΡΙΩΝ bbox=[1352, 933, 1556, 963]
article-headline: Η ΝΕΑ ΣΥΜΒΑΣΙΣ ΕΡΓΑΣΙΑΣ ΤΩΝ ΛΕΥΚΟΣΙΔΗΡΟΥΡΓΩΝ bbox=[1136, 1733, 1520, 1748]
article-headline: ΑΠΟΣΤΡΑΤΕΙΑΙ ΑΝΤΙΣΥΝΤΑΓΜΑΤΑΡΧΩΝ ΤΗΣ ΧΩΡΟΦΥΛΑΚΗΣ bbox=[1352, 541, 1556, 585]
classified-ad: ΖΗΤΟΥΝΤΑΙ ἄνδρες 14—16 ἐτῶν, διὰ ἀποθήκην εἰς Καλαμαριάν. Πληροφορίαι «Ὀλυμπίας Διαγωγή 38». bbox=[427, 202, 609, 238]
article-headline: ΤΗΝ 18ΗΝ ΜΑΪΟΥ ΑΡΧΙΖΕΙ ΤΟ ΡΑΛΛΥ «ΑΚΡΟΠΟΛΙΣ» bbox=[1361, 782, 1547, 813]
classified-ad: ΑΕΣΟΦΟΡΕΙΟΝ Ἀνετότης συνεταιρισμοῦ ἡμιφορτηγὸν 1500 κυβικῶν, εἰς ἀρίστην κατάστασιν. Τηλ. 78-161. bbox=[427, 681, 609, 717]
article-text: ΑΘΗΝΑΙ, 6. — Ἡ σοβιετικὴ κρατικὴ ἀκτοπλοΐα ἀνήγγειλε τὴν καθιέρωσιν τακτικοῦ δρομολογίου μεταξὺ Ὀδησσοῦ, Κωνσταντινουπόλεως καὶ Πειραιῶς. Τὸ πρῶτον πλοῖον ἀναμένεται κατὰ τὰς ἀρχὰς τοῦ προσεχοῦς μηνός. bbox=[998, 386, 1339, 421]
classified-ad: ΖΗΤΕΙΤΑΙ ἐργάτης διὰ συνεργεῖον αὐτοκινήτων. Ἀπευθυντέον ΛΑΓΚΑΔΑ 120. bbox=[231, 867, 413, 904]
article-text: ΑΘΗΝΑΙ, 6. — Οἱ κ.κ. Ἠλ. Μπαλαμπάνης καὶ Α. Δρακουλάκης μεταβαίνουν εἰς Λάρισαν, Βόλον καὶ Καρδίτσαν. bbox=[1350, 412, 1558, 447]
classified-ad: ΑΥΤΟΚΙΝΗΤΑ: Δυνάμεθα νὰ σᾶς παραδώσουμε ἀμέσως τὰ καινουργῆ αὐτοκίνητα FIAT καὶ Βαλκ. Πληροφορίαι αὐτοκίνητα τηλ. 24-018. bbox=[427, 436, 609, 484]
classified-ad: ΕΝΟΙΚΙΑΖΕΤΑΙ διαμέρισμα λαϊκό, ἐπιπλωμένον καὶ μὴ (2 δωμ., σαλόν, κουζίνα, λουτρό), τηλ. 24-480 δίπλα 8ον 9ο Ἐπιστ. bbox=[231, 161, 413, 209]
classified-ad: ΑΠΩΛΕΣΘΗ ἀστυνομικὴ ταυτότης ἐπ' ὀνόματι Δημητρίου Παπαδοπούλου. Κηρύσσεται ἄκυρος. bbox=[623, 890, 800, 926]
article-headline: ΕΠΙΤΕΛΕΙΣ ΤΗΣ Α.Φ.Ε. ΕΙΣ ΛΑΡΙΣΑΝ, ΒΟΛΟΝ ΚΑΙ ΚΑΡΔΙΤΣΑΝ bbox=[1363, 364, 1545, 408]
classified-ad: ΝΕΟΝ ΤΜΗΜΑ ἀναδείξεις εἰς ὅλα τὰ σχολεῖα. Ἐγγραφαί καθημερινῶς. Τηλ. 79-024. bbox=[623, 501, 800, 537]
classified-ad: ΕΝΟΙΚΙΑΖΟΝΤΑΙ γραφεῖα Κ. Μελενίκου 12, Ἀγροτικὸν καταστήματα καὶ 1ος ὄροφος Ἀλ. Σβώλου. Πληροφορίαι εἰς τὸ ἴδιον. bbox=[231, 584, 413, 632]
article-headline: ΔΙΑΓΩΝΙΣΜΟΣ ΔΙ' ΕΙΣΑΓΩΓΗΝ ΜΑΘΗΤΩΝ ΕΙΣ ΤΑΣ ΔΙΑΦΟΡΟΥΣ ΚΡΑΤΙΚΑΣ ΣΧΟΛΑΣ bbox=[1023, 515, 1313, 571]
classified-ad: ΠΩΛΟ ΔΙΑΜΕΡΙΣΜΑΤΑ ἐπὶ τῶν ὁδῶν Ἐρμιόνης, Τσιμισκῆ, Ἐγνατίας, Βασ. Ὄλγας, Κασσάνδρου, Ἰουστινιανοῦ, Ἀλ. Σβώλου. Πληροφορίαι ΠΑΝΤΕΛΟΓΙΟΥ, Ἐγνατίας 80, τηλ. 21-615. bbox=[35, 282, 217, 342]
article-headline: ΤΕΣΣΑΡΕΣ ΤΡΑΥΜΑΤΙΑΙ ΣΥΝΕΠΕΙΑ ΑΝΑΤΡΟΠΗΣ ΑΥΤΟΚΙΝΗΤΟΥ bbox=[1371, 706, 1538, 751]
article-headline: ΠΡΟΕΔΡΟΣ ΠΑΡΑΡΤΗΜΑΤΟΣ ΝΕΩΝ ΤΗΣ Ε.Ρ.Ε. ΠΡΟΣΕΧΩΡΗΣΕΝ ΕΙΣ ΤΗΝ ΚΕΑ bbox=[1353, 196, 1555, 255]
promo-pages-2: 16 σελίδες bbox=[1201, 2183, 1458, 2233]
classified-column-2 bbox=[231, 161, 413, 1719]
article-text: ΚΑΤΕΡΙΝΗ, 6. — Ὑπὸ τῶν προέδρων τῶν κοινοτήτων τοῦ νομοῦ διαμαρτύρονται διότι, παρὰ τὰς ἐξαγγελίας τῆς κυβερνήσεως, δὲν ἐχορηγήθησαν αἱ ὑποσχεθεῖσαι πιστώσεις διὰ τὴν ἐκτέλεσιν κοινοτικῶν ἔργων. bbox=[998, 881, 1339, 916]
provincial-subhead: ΑΠΟ ΤΑ ΓΙΑΝΝΙΤΣΑ bbox=[427, 1855, 609, 1868]
article-text: ΛΑΡΙΣΑ, 6. — Συνεκροτήθη χθὲς μεγάλη συγκέντρωσις τῶν παραγωγῶν τῆς περιφερείας, κατὰ τὴν ὁποίαν συνεζητήθησαν τὰ ζητήματα τῆς διαθέσεως τῶν ἀγροτικῶν προϊόντων. bbox=[998, 1216, 1092, 1316]
article-text: Τὸ Ἵδρυμα Κρατικῶν Ὑποτροφιῶν προκηρύσσει νέας ὑποτροφίας διὰ σπουδὰς εἰς τὸ ἐξωτερικόν. bbox=[1350, 1100, 1558, 1123]
classified-ad: ΠΩΛΕΙΤΑΙ ΟΡΕΞ ΟLYMPIA 1952 ἀριθ. 6.500 ἐπὶ 15 χιλιομ. Ἐρευνήσατε: Καλαμαριά, τηλ. 21-018. bbox=[427, 723, 609, 759]
column-rule bbox=[615, 161, 616, 2347]
classified-ad: ΠΡΟΣΟΧΗ: ΟΠΕΛ - ΚΑΡΑΒΑΝ, μοντέλο 1952—53—56 καὶ κανονικὰ ἀπαντ. πληροφορίαι τηλ. 20-791. bbox=[427, 765, 609, 801]
news-column-b bbox=[998, 1170, 1106, 2347]
promo-title: Η “ΔΡΑΣΙΣ„ bbox=[1140, 1934, 1520, 2009]
provincial-news-column-3 bbox=[427, 1764, 609, 2343]
column-rule bbox=[806, 73, 807, 2347]
